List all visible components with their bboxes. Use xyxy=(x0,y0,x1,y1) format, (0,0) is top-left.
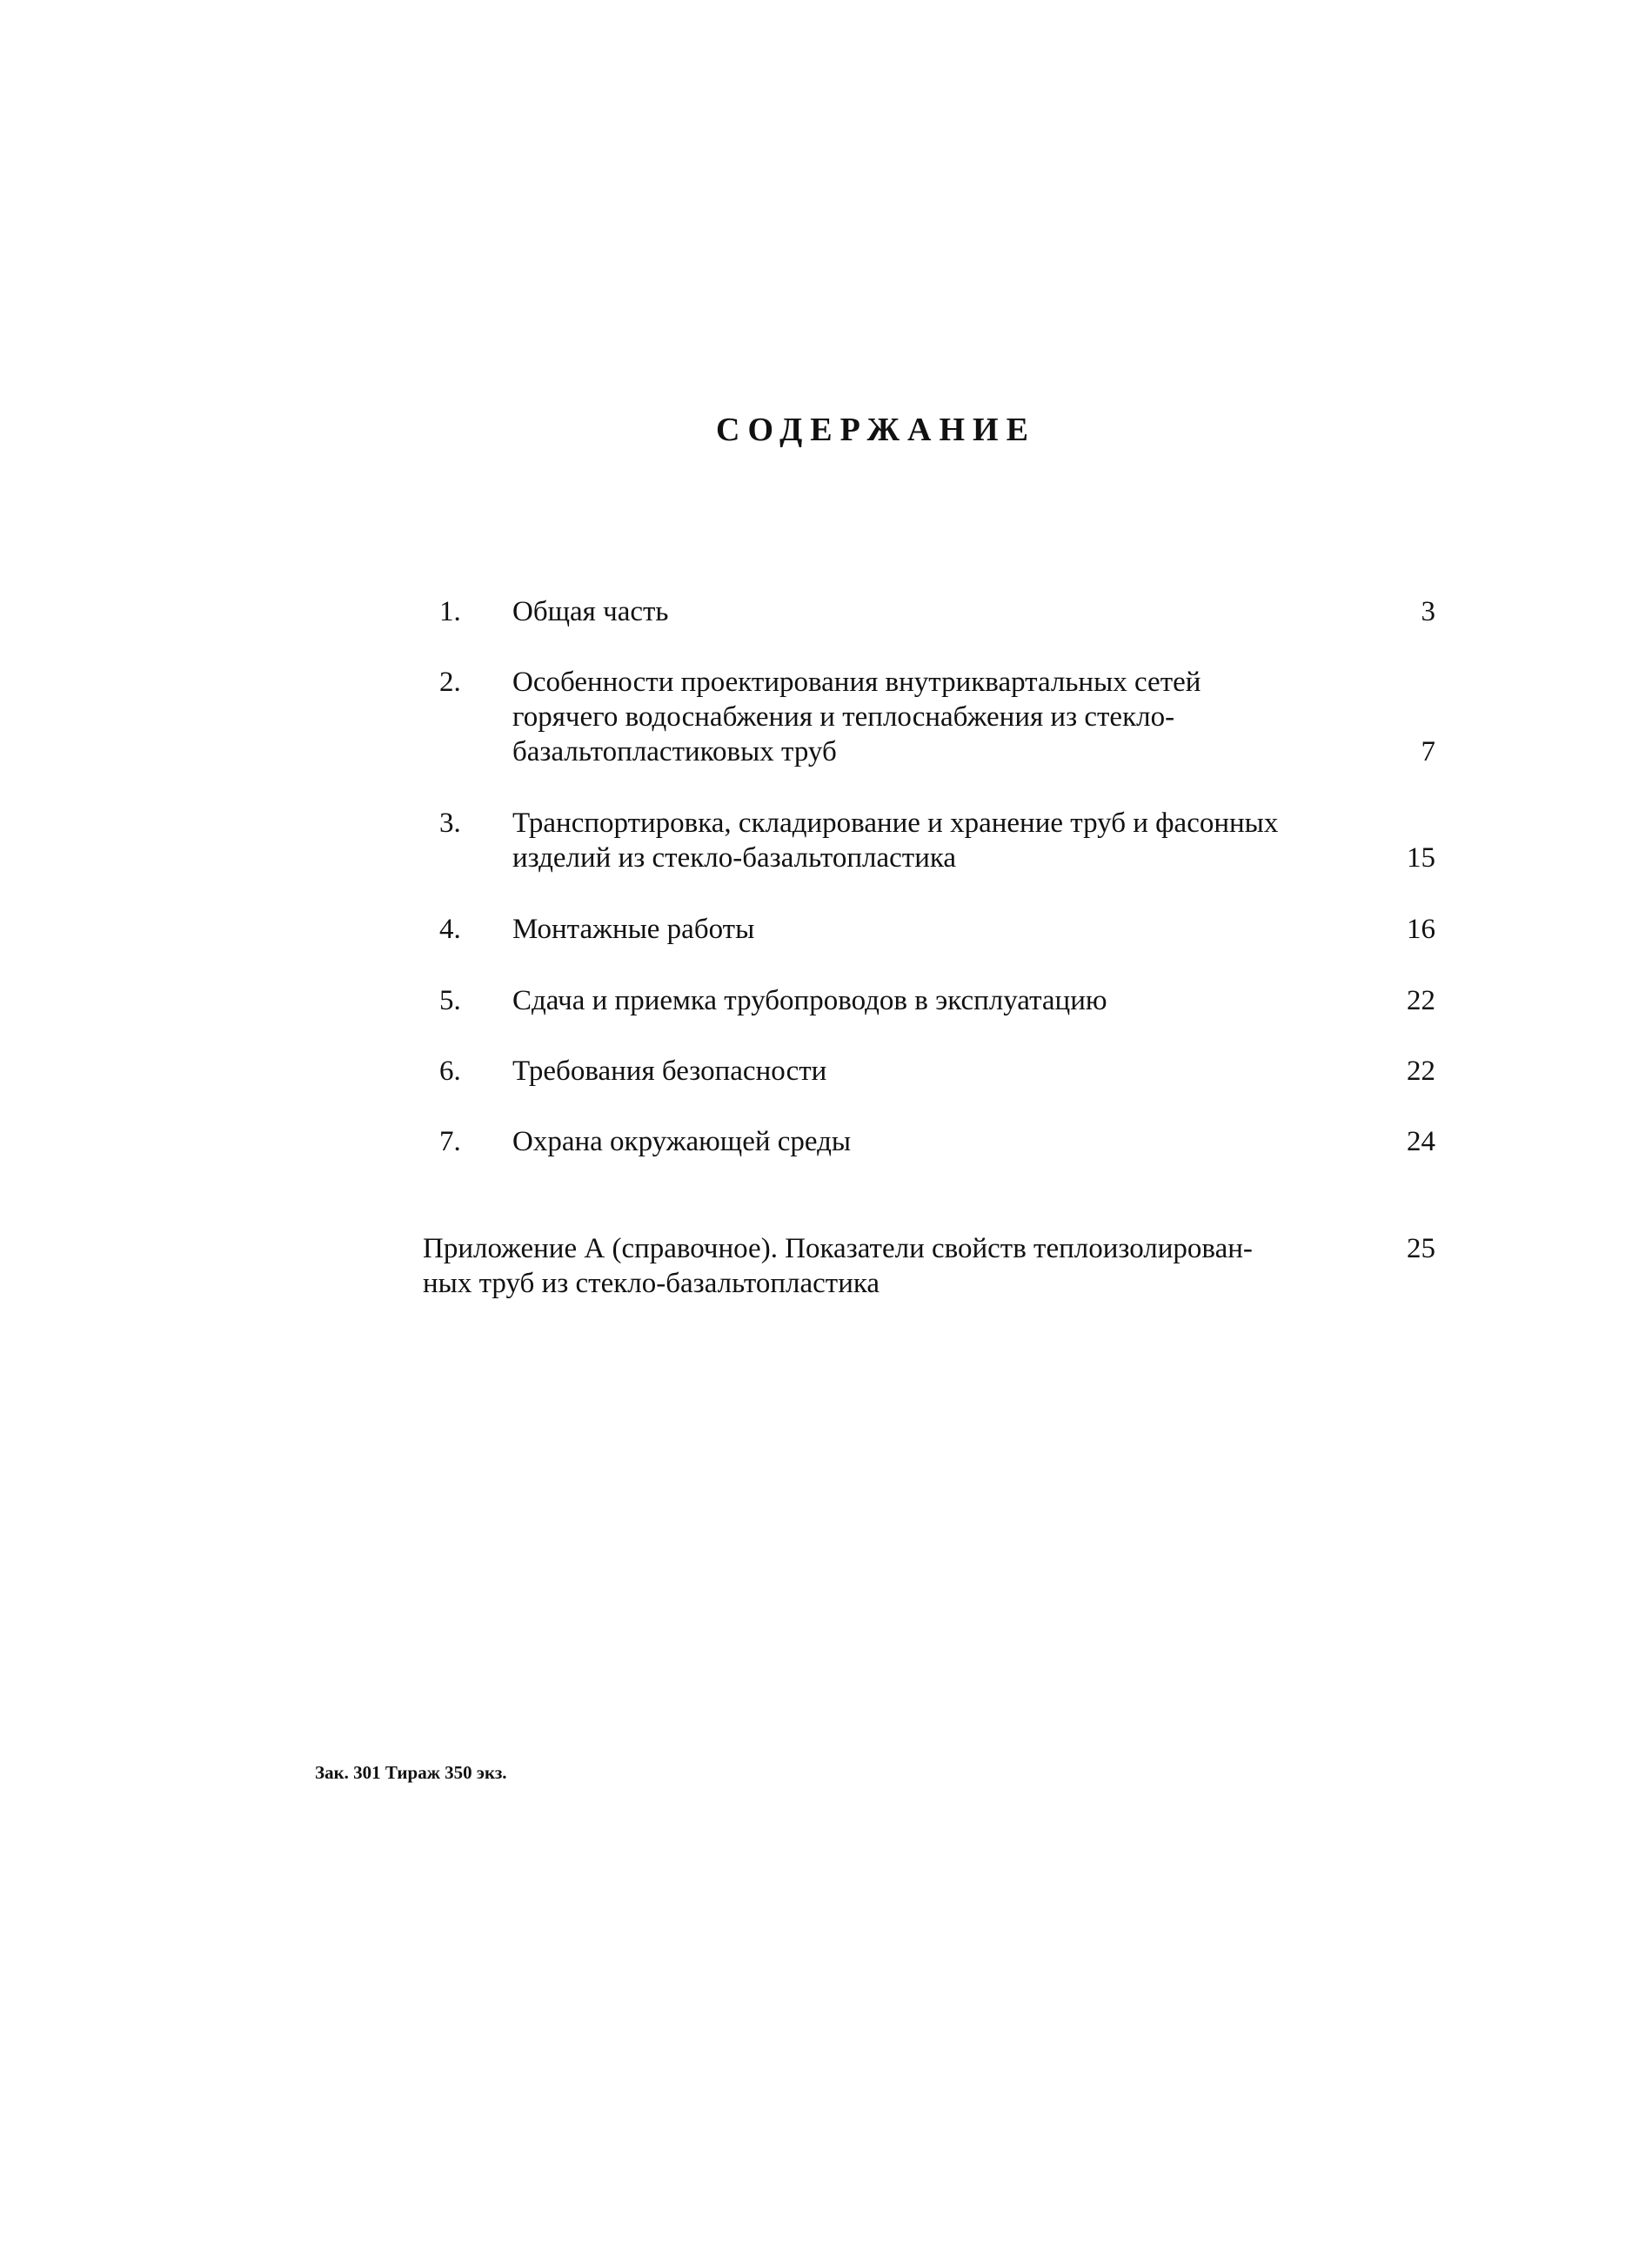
toc-entry-page: 22 xyxy=(1407,1055,1435,1087)
toc-entry-text: Монтажные работы xyxy=(512,914,755,945)
toc-entry-page: 16 xyxy=(1407,914,1435,945)
toc-entry-text: Охрана окружающей среды xyxy=(512,1126,852,1157)
toc-entry-text: Требования безопасности xyxy=(512,1055,827,1087)
toc-entry-text: Общая часть xyxy=(512,596,669,627)
toc-entry-number: 2. xyxy=(439,667,461,698)
toc-entry-page: 7 xyxy=(1421,736,1435,767)
toc-entry-page: 3 xyxy=(1421,596,1435,627)
toc-entry-page: 24 xyxy=(1407,1126,1435,1157)
toc-entry-text: Особенности проектирования внутриквартальных сетей горячего водоснабжения и теплоснабжения из стекло- базальтопластиковых труб xyxy=(512,667,1201,767)
toc-entry-number: 3. xyxy=(439,808,461,839)
print-imprint: Зак. 301 Тираж 350 экз. xyxy=(315,1762,507,1783)
toc-entry-text: Транспортировка, складирование и хранение труб и фасонных изделий из стекло-базальтопластика xyxy=(512,808,1279,874)
toc-entry-number: 1. xyxy=(439,596,461,627)
toc-entry-number: 7. xyxy=(439,1126,461,1157)
appendix-page: 25 xyxy=(1407,1233,1435,1264)
toc-entry-page: 22 xyxy=(1407,985,1435,1016)
toc-entry-number: 4. xyxy=(439,914,461,945)
toc-entry-page: 15 xyxy=(1407,842,1435,874)
appendix-text: Приложение А (справочное). Показатели свойств теплоизолирован- ных труб из стекло-базальтопластика xyxy=(423,1233,1253,1299)
toc-entry-number: 5. xyxy=(439,985,461,1016)
toc-entry-number: 6. xyxy=(439,1055,461,1087)
toc-entry-text: Сдача и приемка трубопроводов в эксплуатацию xyxy=(512,985,1107,1016)
page-title: СОДЕРЖАНИЕ xyxy=(716,412,1036,448)
